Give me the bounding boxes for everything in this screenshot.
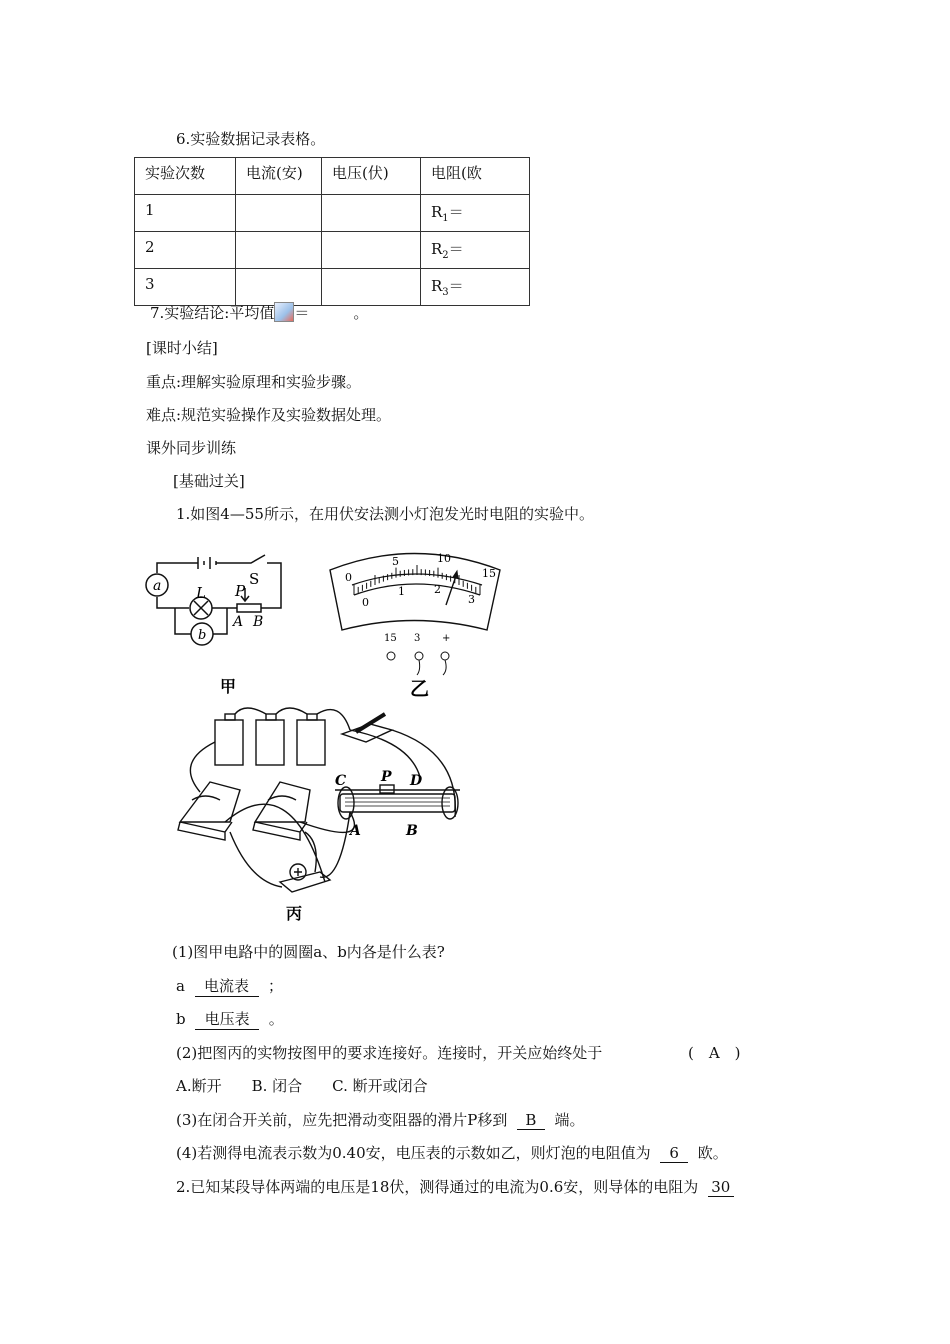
question-2-text: 2.已知某段导体两端的电压是18伏，测得通过的电流为0.6安，则导体的电阻为	[176, 1178, 699, 1196]
answer-b	[176, 1008, 284, 1030]
voltage-cell	[322, 195, 421, 232]
question-1-2	[176, 1042, 602, 1063]
basic-heading: [基础过关]	[173, 472, 245, 490]
table-row	[135, 232, 530, 269]
section-7-conclusion	[150, 302, 368, 323]
header-resistance: 电阻(欧	[421, 158, 530, 195]
tick-top-0: 0	[345, 571, 352, 584]
answer-b-label: b	[176, 1010, 186, 1028]
rheostat-A: A	[350, 823, 361, 839]
trial-number: 3	[135, 269, 236, 306]
header-current: 电流(安)	[236, 158, 322, 195]
equals-sign: ＝	[294, 304, 310, 322]
question-1-3	[176, 1109, 584, 1130]
tick-bottom-3: 3	[468, 593, 475, 606]
rheostat-D: D	[410, 773, 423, 789]
question-1-3-text: (3)在闭合开关前，应先把滑动变阻器的滑片P移到	[176, 1111, 508, 1129]
question-1-2-answer: ( A )	[688, 1044, 741, 1062]
label-a: a	[153, 578, 162, 594]
tick-top-5: 5	[392, 555, 399, 568]
data-table	[134, 157, 530, 306]
trial-number: 1	[135, 195, 236, 232]
rheostat-B: B	[406, 823, 418, 839]
current-cell	[236, 195, 322, 232]
question-2-blank: 30	[708, 1178, 734, 1197]
key-point: 重点:理解实验原理和实验步骤。	[146, 373, 362, 391]
question-1-2-text: (2)把图丙的实物按图甲的要求连接好。连接时，开关应始终处于	[176, 1044, 603, 1062]
question-1-3-blank: B	[517, 1111, 545, 1130]
resistance-cell: $R_1=$	[421, 195, 530, 232]
resistance-cell: $R_2=$	[421, 232, 530, 269]
question-1-4-text: (4)若测得电流表示数为0.40安，电压表的示数如乙，则灯泡的电阻值为	[176, 1144, 651, 1162]
table-row	[135, 195, 530, 232]
trial-number: 2	[135, 232, 236, 269]
question-1-1: (1)图甲电路中的圆圈a、b内各是什么表?	[172, 943, 445, 961]
tick-top-10: 10	[437, 552, 451, 565]
conclusion-text: 7.实验结论:平均值	[150, 304, 275, 322]
table-header-row	[135, 158, 530, 195]
terminal-15: 15	[384, 633, 397, 644]
tick-bottom-2: 2	[434, 583, 441, 596]
voltage-cell	[322, 269, 421, 306]
resistance-cell: $R_3=$	[421, 269, 530, 306]
label-yi: 乙	[410, 678, 430, 700]
label-S: S	[249, 570, 260, 588]
apparatus-bing	[170, 672, 470, 924]
current-cell	[236, 232, 322, 269]
rheostat-P: P	[381, 769, 392, 785]
answer-a-suffix: ；	[268, 977, 284, 995]
terminal-3: 3	[414, 633, 421, 644]
battery-2	[256, 720, 284, 765]
label-bing: 丙	[286, 904, 303, 923]
question-2	[176, 1176, 734, 1197]
battery-3	[297, 720, 325, 765]
answer-a-label: a	[176, 977, 185, 995]
label-P: P	[235, 582, 246, 600]
tick-bottom-0: 0	[362, 596, 369, 609]
label-A: A	[233, 614, 244, 630]
question-1-3-suffix: 端。	[554, 1111, 585, 1129]
difficulty-point: 难点:规范实验操作及实验数据处理。	[146, 406, 392, 424]
period: 。	[353, 304, 369, 322]
rheostat-C: C	[335, 773, 347, 789]
table-row	[135, 269, 530, 306]
question-1-4-blank: 6	[660, 1144, 688, 1163]
answer-a	[176, 975, 283, 997]
question-1-2-options: A.断开 B. 闭合 C. 断开或闭合	[176, 1077, 428, 1095]
terminal-plus: +	[442, 633, 451, 644]
voltage-cell	[322, 232, 421, 269]
answer-a-blank: 电流表	[195, 975, 259, 997]
answer-b-suffix: 。	[268, 1010, 284, 1028]
section-6-heading: 6.实验数据记录表格。	[176, 130, 326, 148]
question-1-4-suffix: 欧。	[697, 1144, 728, 1162]
broken-image-icon	[274, 302, 294, 322]
answer-b-blank: 电压表	[195, 1008, 259, 1030]
question-1: 1.如图4—55所示，在用伏安法测小灯泡发光时电阻的实验中。	[176, 505, 594, 523]
label-jia: 甲	[220, 677, 237, 696]
label-b: b	[198, 628, 207, 643]
question-1-4	[176, 1142, 728, 1163]
header-voltage: 电压(伏)	[322, 158, 421, 195]
tick-bottom-1: 1	[398, 585, 405, 598]
circuit-diagram-jia	[143, 548, 288, 658]
label-B: B	[253, 614, 264, 630]
summary-heading: [课时小结]	[146, 339, 218, 357]
battery-1	[215, 720, 243, 765]
header-trial: 实验次数	[135, 158, 236, 195]
label-L: L	[196, 584, 206, 602]
training-heading: 课外同步训练	[146, 439, 237, 457]
current-cell	[236, 269, 322, 306]
tick-top-15: 15	[482, 567, 496, 580]
